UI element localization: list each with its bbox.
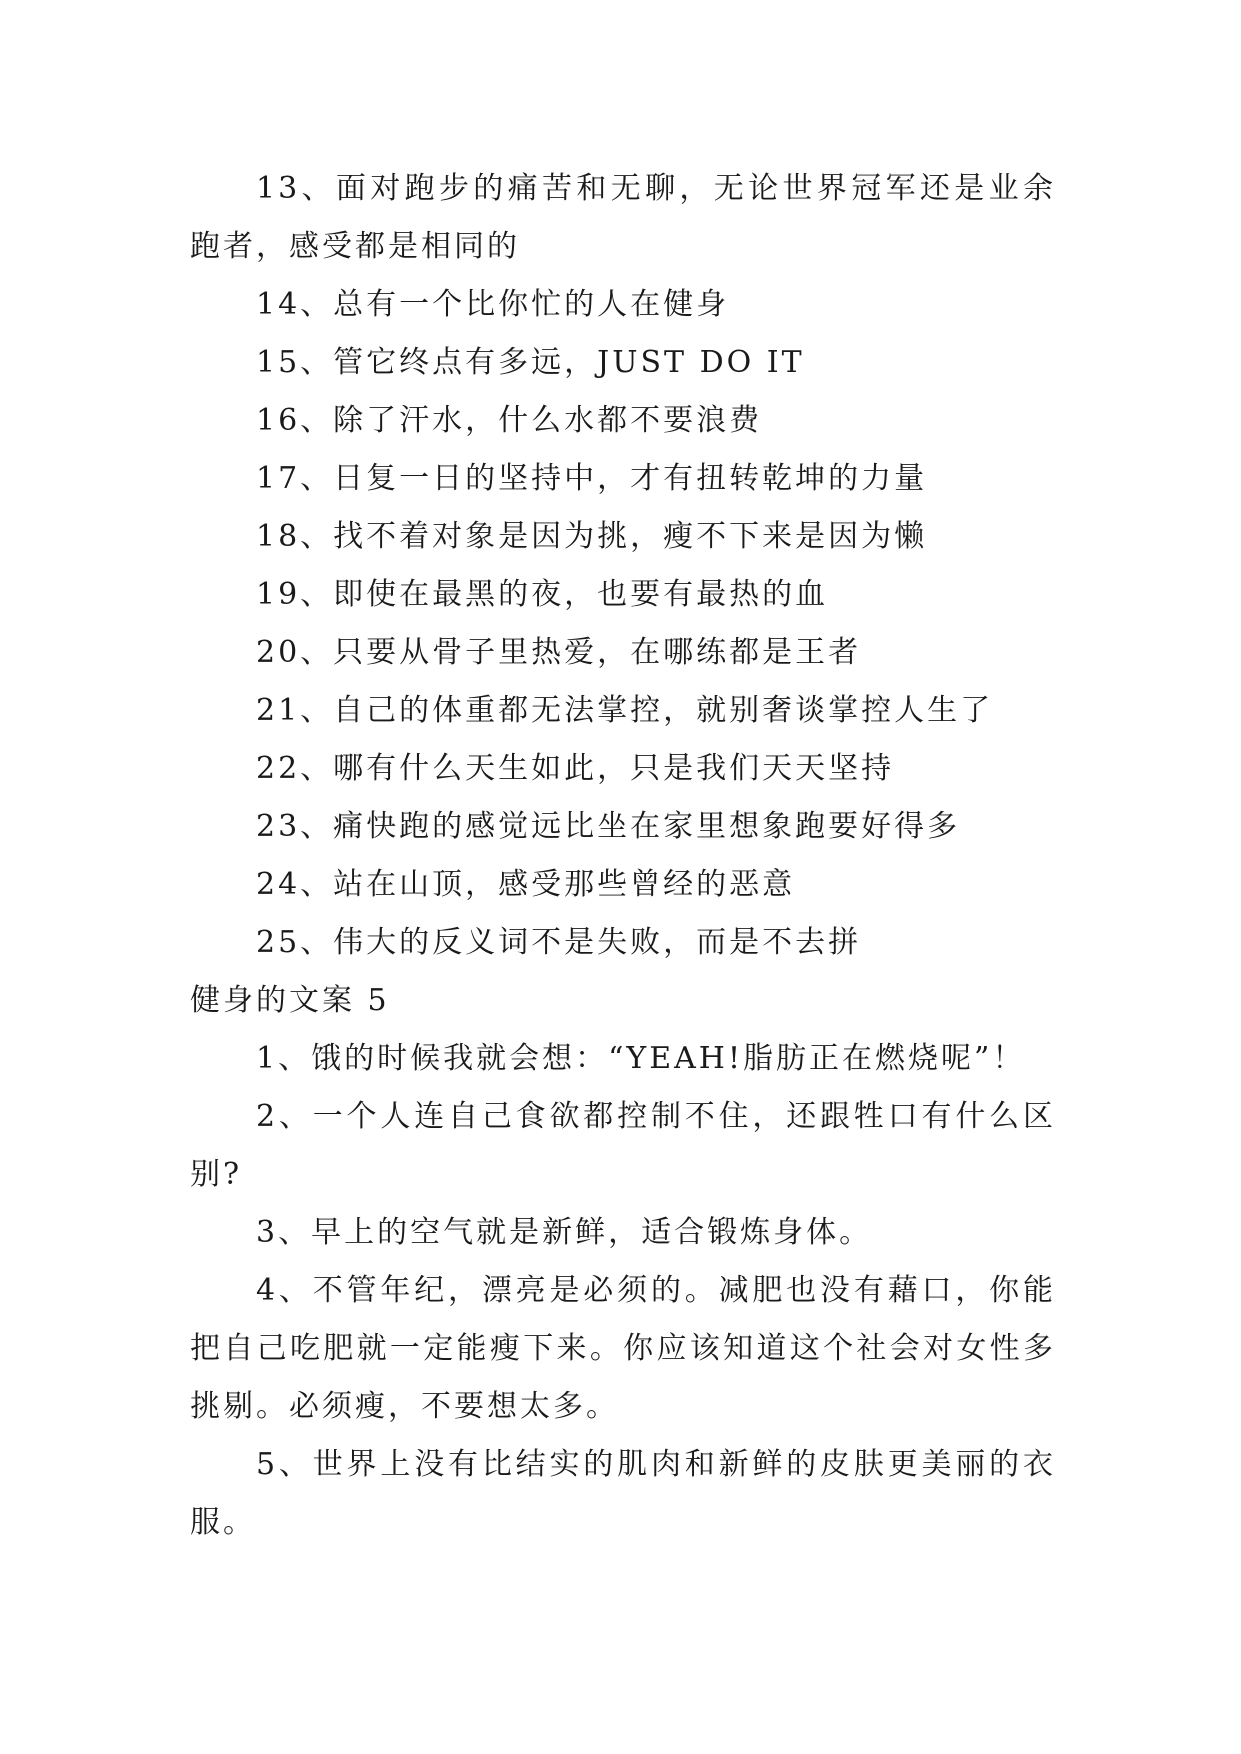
list-item: 16、除了汗水，什么水都不要浪费 xyxy=(256,403,763,438)
list-item: 19、即使在最黑的夜，也要有最热的血 xyxy=(256,577,829,612)
list-item: 22、哪有什么天生如此，只是我们天天坚持 xyxy=(256,751,895,786)
list-item: 20、只要从骨子里热爱，在哪练都是王者 xyxy=(256,635,862,670)
list-item: 23、痛快跑的感觉远比坐在家里想象跑要好得多 xyxy=(256,809,961,844)
list-item: 3、早上的空气就是新鲜，适合锻炼身体。 xyxy=(256,1215,873,1250)
list-item: 18、找不着对象是因为挑，瘦不下来是因为懒 xyxy=(256,519,928,554)
document-page xyxy=(190,160,1056,1552)
section-heading: 健身的文案 5 xyxy=(190,983,390,1018)
list-item: 13、面对跑步的痛苦和无聊，无论世界冠军还是业余跑者，感受都是相同的 xyxy=(190,171,1056,264)
list-item: 2、一个人连自己食欲都控制不住，还跟牲口有什么区别? xyxy=(190,1099,1056,1192)
list-item: 14、总有一个比你忙的人在健身 xyxy=(256,287,730,322)
list-item: 5、世界上没有比结实的肌肉和新鲜的皮肤更美丽的衣服。 xyxy=(190,1447,1056,1540)
list-item: 25、伟大的反义词不是失败，而是不去拼 xyxy=(256,925,862,960)
list-item: 15、管它终点有多远，JUST DO IT xyxy=(256,345,805,380)
list-item: 1、饿的时候我就会想：“YEAH!脂肪正在燃烧呢”！ xyxy=(256,1041,1026,1076)
list-item: 4、不管年纪，漂亮是必须的。减肥也没有藉口，你能把自己吃肥就一定能瘦下来。你应该知道这个社会对女性多挑剔。必须瘦，不要想太多。 xyxy=(190,1273,1056,1424)
list-item: 17、日复一日的坚持中，才有扭转乾坤的力量 xyxy=(256,461,928,496)
list-item: 21、自己的体重都无法掌控，就别奢谈掌控人生了 xyxy=(256,693,994,728)
list-item: 24、站在山顶，感受那些曾经的恶意 xyxy=(256,867,796,902)
